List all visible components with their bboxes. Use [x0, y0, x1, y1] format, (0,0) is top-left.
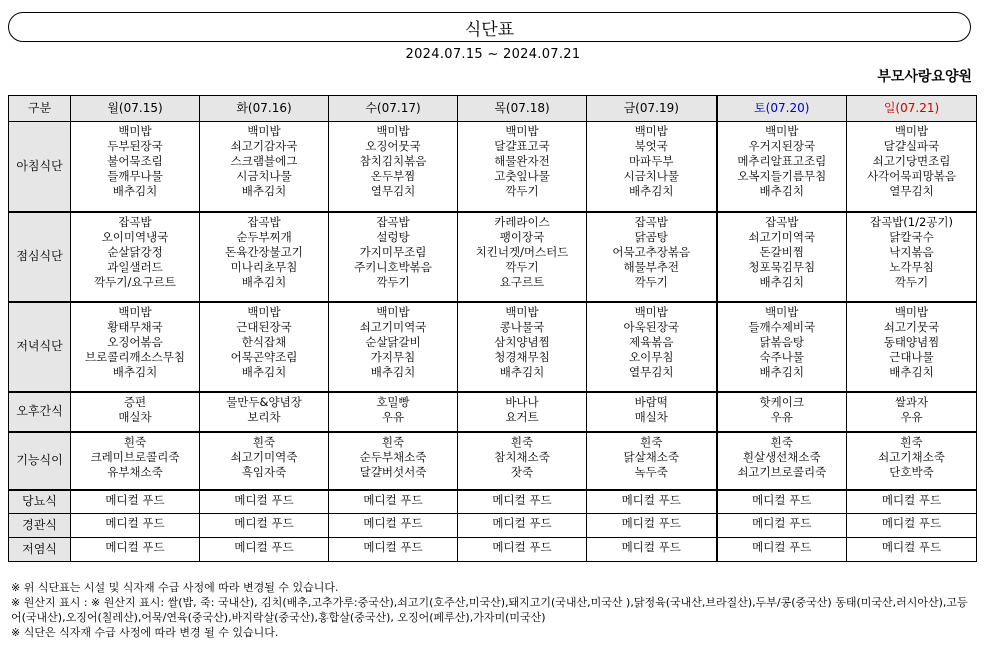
menu-item: 어묵고추장볶음 [612, 244, 691, 259]
menu-item: 핫케이크 [759, 394, 804, 409]
header-row [9, 96, 977, 122]
menu-item: 돈갈비찜 [759, 244, 804, 259]
meal-row [9, 392, 977, 432]
menu-item: 카레라이스 [494, 214, 550, 229]
menu-item: 미나리초무침 [230, 259, 298, 274]
menu-item: 메디컬 푸드 [752, 492, 812, 507]
menu-item: 잡곡밥 [118, 214, 152, 229]
menu-item: 설렁탕 [376, 229, 410, 244]
menu-item: 근대나물 [889, 349, 934, 364]
menu-item: 메디컬 푸드 [234, 540, 294, 554]
menu-item: 주키니호박볶음 [354, 259, 432, 274]
menu-item: 해물완자전 [494, 154, 550, 168]
menu-item: 팽이장국 [499, 229, 545, 244]
menu-cell [329, 432, 458, 490]
menu-cell [847, 302, 977, 392]
menu-item: 배추김치 [112, 184, 158, 198]
menu-item: 닭칼국수 [889, 229, 934, 244]
menu-item: 메디컬 푸드 [105, 540, 165, 554]
menu-item: 닭볶음탕 [759, 334, 804, 349]
menu-item: 배추김치 [889, 364, 934, 379]
menu-item: 쇠고기뭇국 [883, 319, 940, 334]
menu-item: 배추김치 [241, 364, 287, 379]
menu-item: 메디컬 푸드 [492, 492, 552, 507]
menu-item: 유부채소죽 [107, 464, 163, 479]
page-title: 식단표 [464, 19, 515, 40]
meal-row [9, 302, 977, 392]
menu-item: 해물부추전 [623, 259, 680, 274]
menu-item: 흰죽 [510, 434, 534, 449]
menu-item: 순두부채소죽 [359, 449, 427, 464]
menu-item: 배추김치 [759, 274, 804, 289]
menu-cell [717, 212, 847, 302]
menu-item: 단호박죽 [889, 464, 934, 479]
menu-item: 흑임자죽 [241, 464, 287, 479]
menu-item: 흰죽 [381, 434, 405, 449]
menu-item: 동태양념찜 [883, 334, 940, 349]
menu-cell [587, 490, 717, 514]
menu-item: 메디컬 푸드 [363, 540, 423, 554]
menu-item: 쇠고기감자국 [230, 139, 298, 153]
menu-item: 백미밥 [505, 124, 539, 138]
menu-cell [847, 432, 977, 490]
menu-cell [587, 302, 717, 392]
menu-item: 메디컬 푸드 [363, 492, 423, 507]
menu-item: 브로콜리깨소스무침 [85, 349, 185, 364]
menu-item: 가지무침 [370, 349, 416, 364]
menu-cell [458, 212, 587, 302]
menu-item: 참치채소죽 [494, 449, 550, 464]
menu-item: 치킨너겟/머스터드 [475, 244, 569, 259]
menu-cell [71, 514, 200, 538]
menu-cell [71, 538, 200, 562]
menu-cell [71, 392, 200, 432]
menu-item: 황태무채국 [107, 319, 163, 334]
menu-item: 메디컬 푸드 [752, 516, 812, 530]
menu-item: 고춧잎나물 [494, 169, 550, 183]
menu-item: 오징어뭇국 [365, 139, 421, 153]
menu-item: 쇠고기미역국 [359, 319, 427, 334]
menu-item: 백미밥 [765, 304, 799, 319]
menu-cell [717, 392, 847, 432]
menu-item: 메추리알표고조림 [737, 154, 827, 168]
menu-cell [200, 302, 329, 392]
menu-item: 스크램블에그 [230, 154, 298, 168]
menu-item: 바람떡 [634, 394, 668, 409]
menu-item: 메디컬 푸드 [881, 516, 942, 530]
menu-item: 잡곡밥 [247, 214, 281, 229]
menu-item: 백미밥 [118, 304, 152, 319]
meal-row [9, 122, 977, 212]
menu-item: 쇠고기미역국 [748, 229, 816, 244]
menu-item: 백미밥 [894, 304, 929, 319]
menu-cell [458, 538, 587, 562]
menu-item: 청경채무침 [494, 349, 550, 364]
row-label: 오후간식 [9, 392, 71, 432]
menu-item: 열무김치 [370, 184, 416, 198]
menu-item: 시금치나물 [236, 169, 292, 183]
menu-item: 배추김치 [629, 184, 674, 198]
menu-item: 오이무침 [629, 349, 674, 364]
menu-item: 메디컬 푸드 [621, 492, 681, 507]
menu-cell [717, 432, 847, 490]
header-day: 목(07.18) [458, 96, 587, 122]
header-day: 화(07.16) [200, 96, 329, 122]
menu-item: 증편 [123, 394, 147, 409]
menu-item: 열무김치 [889, 184, 934, 198]
menu-item: 흰죽 [640, 434, 663, 449]
row-label: 아침식단 [9, 122, 71, 212]
menu-cell [200, 122, 329, 212]
menu-cell [458, 302, 587, 392]
menu-item: 북엇국 [634, 139, 668, 153]
menu-cell [717, 302, 847, 392]
menu-cell [847, 538, 977, 562]
menu-item: 백미밥 [247, 124, 281, 138]
menu-item: 백미밥 [634, 304, 668, 319]
menu-item: 근대된장국 [236, 319, 292, 334]
menu-cell [847, 392, 977, 432]
menu-item: 메디컬 푸드 [492, 516, 552, 530]
menu-item: 흰죽 [770, 434, 793, 449]
meal-row [9, 212, 977, 302]
menu-item: 백미밥 [894, 124, 929, 138]
menu-item: 배추김치 [499, 364, 545, 379]
menu-item: 잣죽 [510, 464, 534, 479]
meal-row [9, 538, 977, 562]
menu-item: 백미밥 [376, 124, 410, 138]
menu-item: 닭곰탕 [634, 229, 668, 244]
menu-item: 깍두기 [505, 184, 539, 198]
menu-cell [200, 432, 329, 490]
menu-cell [200, 538, 329, 562]
menu-cell [458, 122, 587, 212]
header-day-sunday: 일(07.21) [847, 96, 977, 122]
menu-item: 제육볶음 [629, 334, 674, 349]
menu-item: 바나나 [505, 394, 539, 409]
row-label: 저염식 [9, 538, 71, 562]
row-label: 기능식이 [9, 432, 71, 490]
menu-item: 사각어묵피망볶음 [867, 169, 956, 183]
header-day-saturday: 토(07.20) [717, 96, 847, 122]
menu-item: 순살닭갈비 [365, 334, 421, 349]
menu-cell [717, 538, 847, 562]
menu-item: 흰죽 [123, 434, 147, 449]
menu-item: 불어묵조림 [107, 154, 163, 168]
menu-item: 메디컬 푸드 [881, 492, 942, 507]
menu-item: 우유 [770, 409, 793, 424]
meal-row [9, 490, 977, 514]
menu-item: 마파두부 [629, 154, 674, 168]
menu-item: 물만두&양념장 [226, 394, 302, 409]
note-line: ※ 원산지 표시 : ※ 원산지 표시: 쌀(밥, 죽: 국내산), 김치(배추,고추가루:중국산),쇠고기(호주산,미국산),돼지고기(국내산,미국산 ),닭정육(국내산,브라질산),두부/콩(중국산) 동태(미국산,러시아산),고등어(국내산),오징어(칠레산),어묵/연육(중국산),바지락살(중국산),홍합살(중국산), 오징어(페루산),가자미(미국산) [11, 596, 968, 624]
menu-cell [329, 392, 458, 432]
menu-item: 배추김치 [759, 184, 804, 198]
menu-item: 두부된장국 [107, 139, 163, 153]
menu-item: 한식잡채 [241, 334, 287, 349]
menu-item: 깍두기/요구르트 [94, 274, 176, 289]
menu-item: 청포묵김무침 [748, 259, 816, 274]
menu-item: 순살닭강정 [107, 244, 163, 259]
menu-cell [717, 122, 847, 212]
menu-item: 백미밥 [505, 304, 539, 319]
header-day: 수(07.17) [329, 96, 458, 122]
menu-item: 백미밥 [118, 124, 152, 138]
menu-item: 쇠고기당면조림 [872, 154, 951, 168]
menu-cell [71, 122, 200, 212]
menu-item: 메디컬 푸드 [621, 540, 681, 554]
menu-cell [717, 490, 847, 514]
menu-item: 호밀빵 [376, 394, 410, 409]
menu-item: 매실차 [118, 409, 152, 424]
menu-item: 메디컬 푸드 [492, 540, 552, 554]
menu-cell [329, 538, 458, 562]
menu-item: 우거지된장국 [748, 139, 816, 153]
menu-cell [847, 122, 977, 212]
menu-period: 2024.07.15 ~ 2024.07.21 [405, 47, 581, 62]
menu-item: 쇠고기채소죽 [878, 449, 945, 464]
menu-item: 돈육간장불고기 [225, 244, 303, 259]
meal-row [9, 432, 977, 490]
menu-item: 흰죽 [900, 434, 923, 449]
menu-item: 백미밥 [376, 304, 410, 319]
menu-item: 노각무침 [889, 259, 934, 274]
menu-item: 메디컬 푸드 [234, 516, 294, 530]
menu-item: 쌀과자 [894, 394, 929, 409]
note-line: ※ 위 식단표는 시설 및 식자재 수급 사정에 따라 변경될 수 있습니다. [11, 581, 339, 594]
menu-item: 깍두기 [505, 259, 539, 274]
menu-item: 들깨수제비국 [748, 319, 816, 334]
menu-item: 쇠고기미역죽 [230, 449, 298, 464]
menu-item: 매실차 [634, 409, 668, 424]
header-day: 월(07.15) [71, 96, 200, 122]
facility-name: 부모사랑요양원 [877, 69, 972, 85]
menu-cell [847, 212, 977, 302]
menu-item: 달걀실파국 [883, 139, 940, 153]
header-category: 구분 [9, 96, 71, 122]
menu-cell [717, 514, 847, 538]
menu-item: 메디컬 푸드 [881, 540, 942, 554]
row-label: 점심식단 [9, 212, 71, 302]
menu-item: 흰살생선채소죽 [742, 449, 821, 464]
menu-item: 우유 [900, 409, 923, 424]
menu-cell [458, 490, 587, 514]
menu-cell [847, 514, 977, 538]
menu-cell [458, 432, 587, 490]
menu-cell [329, 490, 458, 514]
menu-item: 메디컬 푸드 [363, 516, 423, 530]
menu-item: 닭살채소죽 [623, 449, 680, 464]
menu-item: 배추김치 [241, 184, 287, 198]
menu-item: 녹두죽 [634, 464, 668, 479]
menu-item: 콩나물국 [499, 319, 545, 334]
menu-item: 시금치나물 [623, 169, 680, 183]
menu-cell [458, 514, 587, 538]
menu-cell [71, 490, 200, 514]
menu-item: 어묵곤약조림 [230, 349, 298, 364]
menu-item: 깍두기 [894, 274, 929, 289]
menu-item: 요구르트 [499, 274, 545, 289]
menu-cell [847, 490, 977, 514]
menu-cell [587, 514, 717, 538]
menu-item: 순두부찌개 [236, 229, 292, 244]
menu-cell [587, 538, 717, 562]
menu-item: 배추김치 [112, 364, 158, 379]
menu-item: 요거트 [505, 409, 539, 424]
meal-row [9, 514, 977, 538]
menu-cell [458, 392, 587, 432]
menu-cell [329, 514, 458, 538]
menu-item: 메디컬 푸드 [105, 516, 165, 530]
row-label: 경관식 [9, 514, 71, 538]
row-label: 당뇨식 [9, 490, 71, 514]
menu-cell [587, 432, 717, 490]
menu-item: 오징어볶음 [107, 334, 163, 349]
menu-cell [329, 302, 458, 392]
menu-item: 잡곡밥 [376, 214, 410, 229]
menu-item: 잡곡밥(1/2공기) [869, 214, 954, 229]
menu-item: 백미밥 [765, 124, 799, 138]
menu-item: 우유 [381, 409, 405, 424]
menu-item: 달걀표고국 [494, 139, 550, 153]
menu-item: 온두부찜 [370, 169, 416, 183]
menu-item: 메디컬 푸드 [234, 492, 294, 507]
menu-cell [329, 212, 458, 302]
menu-item: 흰죽 [252, 434, 276, 449]
menu-item: 삼치양념찜 [494, 334, 550, 349]
menu-cell [71, 302, 200, 392]
menu-item: 열무김치 [629, 364, 674, 379]
notes [11, 580, 971, 640]
note-line: ※ 식단은 식자재 수급 사정에 따라 변경 될 수 있습니다. [11, 626, 279, 639]
menu-item: 배추김치 [241, 274, 287, 289]
menu-cell [329, 122, 458, 212]
menu-item: 잡곡밥 [634, 214, 668, 229]
menu-item: 보리차 [247, 409, 281, 424]
menu-item: 참치김치볶음 [359, 154, 427, 168]
menu-item: 오이미역냉국 [101, 229, 169, 244]
menu-cell [200, 514, 329, 538]
menu-item: 아욱된장국 [623, 319, 680, 334]
menu-cell [200, 392, 329, 432]
menu-item: 백미밥 [247, 304, 281, 319]
menu-item: 깍두기 [634, 274, 668, 289]
menu-item: 메디컬 푸드 [621, 516, 681, 530]
menu-item: 메디컬 푸드 [752, 540, 812, 554]
menu-item: 크레미브로콜리죽 [90, 449, 180, 464]
menu-item: 오복지들기름무침 [737, 169, 827, 183]
menu-cell [200, 212, 329, 302]
menu-item: 깍두기 [376, 274, 410, 289]
menu-cell [587, 212, 717, 302]
row-label: 저녁식단 [9, 302, 71, 392]
menu-item: 배추김치 [759, 364, 804, 379]
header-day: 금(07.19) [587, 96, 717, 122]
menu-cell [200, 490, 329, 514]
menu-cell [587, 392, 717, 432]
menu-item: 낙지볶음 [889, 244, 934, 259]
menu-item: 숙주나물 [759, 349, 804, 364]
menu-item: 백미밥 [634, 124, 668, 138]
menu-item: 배추김치 [370, 364, 416, 379]
menu-item: 잡곡밥 [765, 214, 799, 229]
menu-item: 과일샐러드 [107, 259, 163, 274]
menu-item: 가지미무조림 [359, 244, 427, 259]
menu-item: 들깨무나물 [107, 169, 163, 183]
menu-item: 쇠고기브로콜리죽 [737, 464, 827, 479]
menu-title-box [8, 12, 971, 42]
menu-item: 달걀버섯서죽 [359, 464, 427, 479]
menu-item: 메디컬 푸드 [105, 492, 165, 507]
menu-cell [71, 432, 200, 490]
meal-plan-table [8, 95, 977, 562]
menu-cell [71, 212, 200, 302]
menu-cell [587, 122, 717, 212]
